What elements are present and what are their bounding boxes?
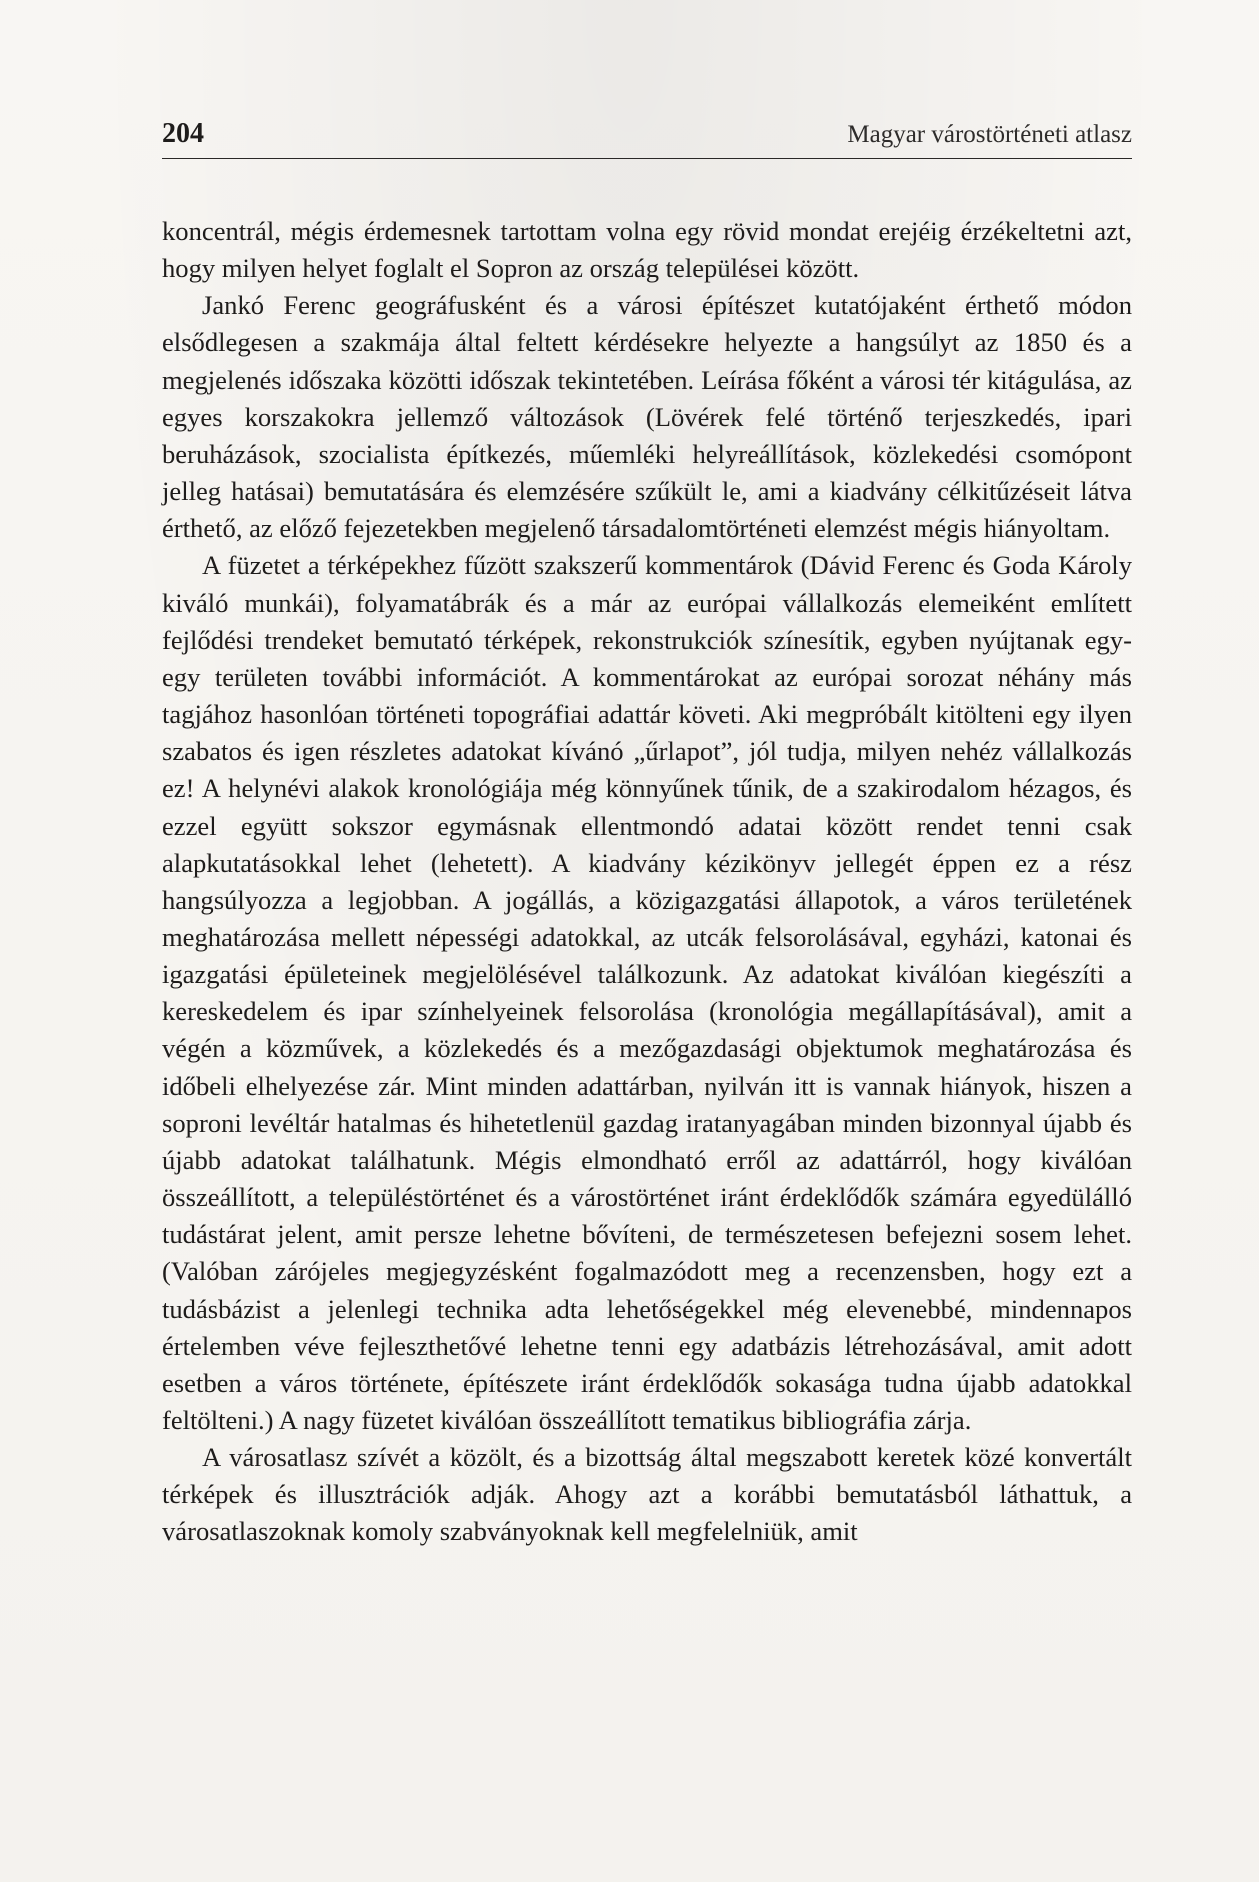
paragraph-3: A füzetet a térképekhez fűzött szakszerű kommentárok (Dávid Ferenc és Goda Károly kiváló munkái), folyamatábrák és a már az európai vállalkozás elemeiként említett fejlődési trendeket bemutató térképek, rekonstrukciók színesítik, egyben nyújtanak egy-egy területen további információt. A kommentárokat az európai sorozat néhány más tagjához hasonlóan történeti topográfiai adattár követi. Aki megpróbált kitölteni egy ilyen szabatos és igen részletes adatokat kívánó „űrlapot”, jól tudja, milyen nehéz vállalkozás ez! A helynévi alakok kronológiája még könnyűnek tűnik, de a szakirodalom hézagos, és ezzel együtt sokszor egymásnak ellentmondó adatai között rendet tenni csak alapkutatásokkal lehet (lehetett). A kiadvány kézikönyv jellegét éppen ez a rész hangsúlyozza a legjobban. A jogállás, a közigazgatási állapotok, a város területének meghatározása mellett népességi adatokkal, az utcák felsorolásával, egyházi, katonai és igazgatási épületeinek megjelölésével találkozunk. Az adatokat kiválóan kiegészíti a kereskedelem és ipar színhelyeinek felsorolása (kronológia megállapításával), amit a végén a közművek, a közlekedés és a mezőgazdasági objektumok meghatározása és időbeli elhelyezése zár. Mint minden adattárban, nyilván itt is vannak hiányok, hiszen a soproni levéltár hatalmas és hihetetlenül gazdag iratanyagában minden bizonnyal újabb és újabb adatokat találhatunk. Mégis elmondható erről az adattárról, hogy kiválóan összeállított, a településtörténet és a várostörténet iránt érdeklődők számára egyedülálló tudástárat jelent, amit persze lehetne bővíteni, de természetesen befejezni sosem lehet. (Valóban zárójeles megjegyzésként fogalmazódott meg a recenzensben, hogy ezt a tudásbázist a jelenlegi technika adta lehetőségekkel még elevenebbé, mindennapos értelemben véve fejleszthetővé lehetne tenni egy adatbázis létrehozásával, amit adott esetben a város története, építészete iránt érdeklődők sokasága tudna újabb adatokkal feltölteni.) A nagy füzetet kiválóan összeállított tematikus bibliográfia zárja. [162, 550, 1132, 1435]
body-text [162, 213, 1132, 1551]
running-title: Magyar várostörténeti atlasz [847, 121, 1132, 148]
paragraph-2: Jankó Ferenc geográfusként és a városi építészet kutatójaként érthető módon elsődlegesen a szakmája által feltett kérdésekre helyezte a hangsúlyt az 1850 és a megjelenés időszaka közötti időszak tekintetében. Leírása főként a városi tér kitágulása, az egyes korszakokra jellemző változások (Lövérek felé történő terjeszkedés, ipari beruházások, szocialista építkezés, műemléki helyreállítások, közlekedési csomópont jelleg hatásai) bemutatására és elemzésére szűkült le, ami a kiadvány célkitűzéseit látva érthető, az előző fejezetekben megjelenő társadalomtörténeti elemzést mégis hiányoltam. [162, 290, 1132, 544]
page-header [162, 118, 1132, 159]
paragraph-4: A városatlasz szívét a közölt, és a bizottság által megszabott keretek közé konvertált térképek és illusztrációk adják. Ahogy azt a korábbi bemutatásból láthattuk, a városatlaszoknak komoly szabványoknak kell megfelelniük, amit [162, 1442, 1132, 1547]
page-number: 204 [162, 118, 204, 149]
paragraph-1: koncentrál, mégis érdemesnek tartottam volna egy rövid mondat erejéig érzékeltetni azt, hogy milyen helyet foglalt el Sopron az ország települései között. [162, 216, 1132, 284]
